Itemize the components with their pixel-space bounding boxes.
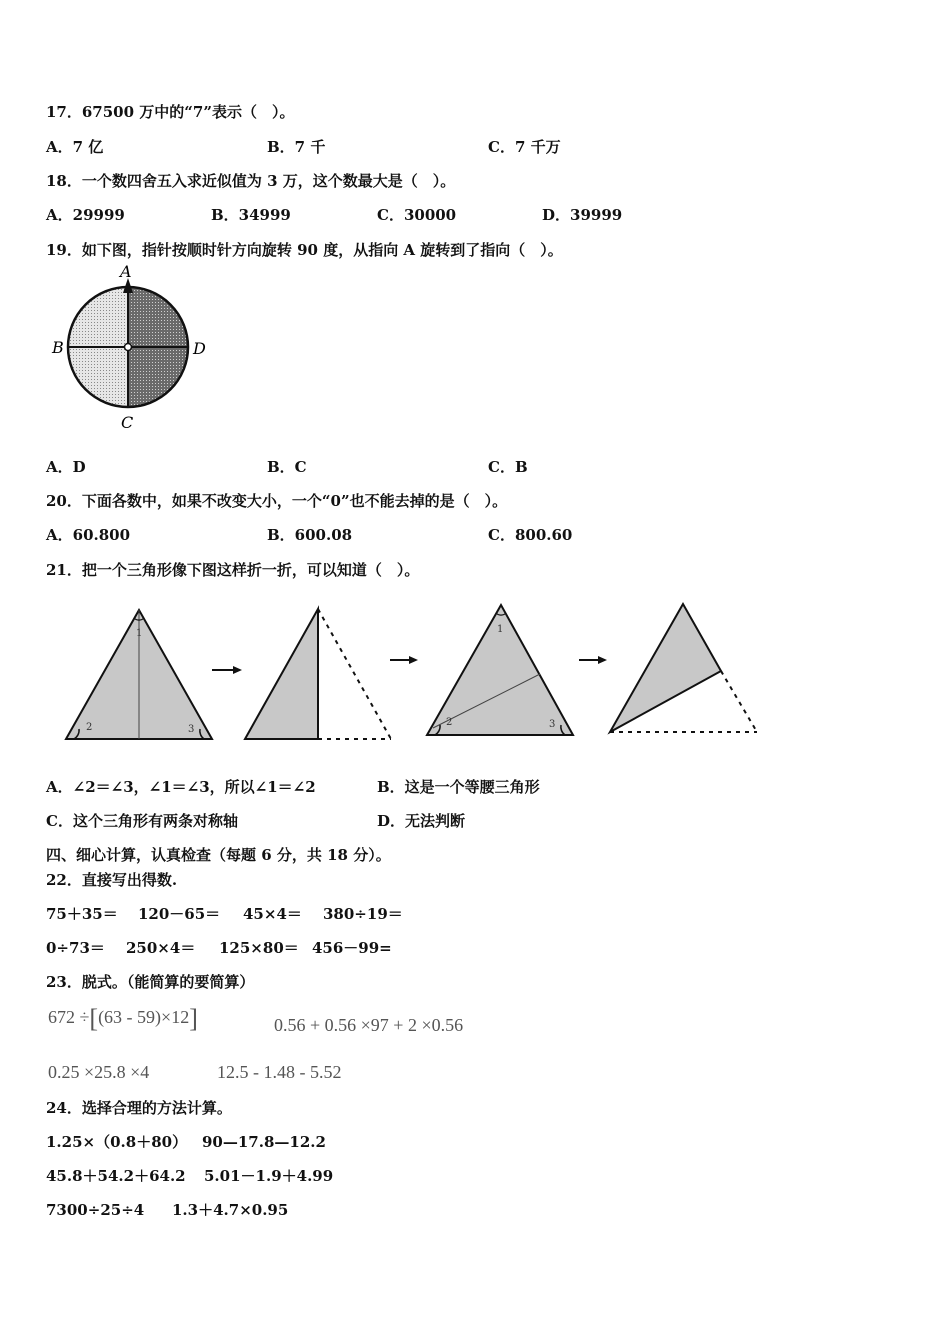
q19-option-a[interactable]: A．D [46,458,86,476]
angle-1-label-b: 1 [497,624,504,635]
q22-item: 456－99= [312,939,392,957]
q23-expr-1: 672 ÷[(63 - 59)×12] [48,1004,198,1033]
q17-option-b[interactable]: B．7 千 [267,138,326,156]
dial-label-a: A [120,262,132,281]
angle-3-label-b: 3 [549,719,556,730]
q24-item: 90—17.8—12.2 [202,1133,326,1151]
arrow-right-icon [409,656,418,664]
q24-item: 5.01－1.9＋4.99 [204,1167,334,1185]
q18-stem: 18．一个数四舍五入求近似值为 3 万，这个数最大是（ ）。 [46,172,456,190]
q24-item: 7300÷25÷4 [46,1201,145,1219]
q24-item: 45.8＋54.2＋64.2 [46,1167,186,1185]
q21-option-b[interactable]: B．这是一个等腰三角形 [377,778,540,796]
q18-option-d[interactable]: D．39999 [542,206,623,224]
q19-stem: 19．如下图，指针按顺时针方向旋转 90 度，从指向 A 旋转到了指向（ ）。 [46,241,563,259]
q17-option-c[interactable]: C．7 千万 [488,138,561,156]
q22-item: 0÷73＝ [46,939,105,957]
arrow-right-icon [233,666,242,674]
arrow-right-icon [598,656,607,664]
q23-expr-2: 0.56 + 0.56 ×97 + 2 ×0.56 [274,1015,464,1035]
q18-option-b[interactable]: B．34999 [211,206,291,224]
q23-stem: 23．脱式。（能简算的要简算） [46,973,255,991]
section4-heading: 四、细心计算，认真检查（每题 6 分，共 18 分）。 [46,846,391,864]
q20-option-a[interactable]: A．60.800 [46,526,131,544]
q21-option-a[interactable]: A．∠2＝∠3，∠1＝∠3，所以∠1＝∠2 [46,778,316,796]
dial-label-d: D [193,339,206,358]
q22-item: 380÷19＝ [323,905,403,923]
q18-option-c[interactable]: C．30000 [377,206,457,224]
q20-stem: 20．下面各数中，如果不改变大小，一个“0”也不能去掉的是（ ）。 [46,492,508,510]
triangle-4 [610,604,721,732]
q23-expr-1-inner: (63 - 59)×12 [98,1007,190,1027]
q21-option-c[interactable]: C．这个三角形有两条对称轴 [46,812,238,830]
q21-stem: 21．把一个三角形像下图这样折一折，可以知道（ ）。 [46,561,420,579]
angle-3-label: 3 [188,724,195,735]
triangle-2 [245,609,318,739]
angle-1-label: 1 [136,628,143,639]
q22-item: 250×4＝ [126,939,196,957]
q17-stem: 17．67500 万中的“7”表示（ ）。 [46,103,295,121]
angle-2-label: 2 [86,722,93,733]
q22-item: 120－65＝ [138,905,221,923]
q22-item: 75＋35＝ [46,905,118,923]
triangle-fold-figure [60,598,770,748]
q21-option-d[interactable]: D．无法判断 [377,812,466,830]
q24-item: 1.25×（0.8＋80） [46,1133,188,1151]
q24-item: 1.3＋4.7×0.95 [172,1201,289,1219]
q18-option-a[interactable]: A．29999 [46,206,125,224]
q23-expr-4: 12.5 - 1.48 - 5.52 [217,1062,342,1082]
dial-figure [46,262,216,434]
dial-center [125,344,132,351]
q23-expr-3: 0.25 ×25.8 ×4 [48,1062,150,1082]
q23-expr-1-prefix: 672 ÷ [48,1007,90,1027]
q22-item: 125×80＝ [219,939,299,957]
q22-item: 45×4＝ [243,905,302,923]
q19-option-b[interactable]: B．C [267,458,307,476]
q20-option-c[interactable]: C．800.60 [488,526,573,544]
q19-option-c[interactable]: C．B [488,458,528,476]
q20-option-b[interactable]: B．600.08 [267,526,353,544]
q24-stem: 24．选择合理的方法计算。 [46,1099,232,1117]
dial-label-c: C [121,413,134,432]
q22-stem: 22．直接写出得数. [46,871,178,889]
q17-option-a[interactable]: A．7 亿 [46,138,104,156]
angle-2-label-b: 2 [446,717,453,728]
dial-label-b: B [52,338,64,357]
